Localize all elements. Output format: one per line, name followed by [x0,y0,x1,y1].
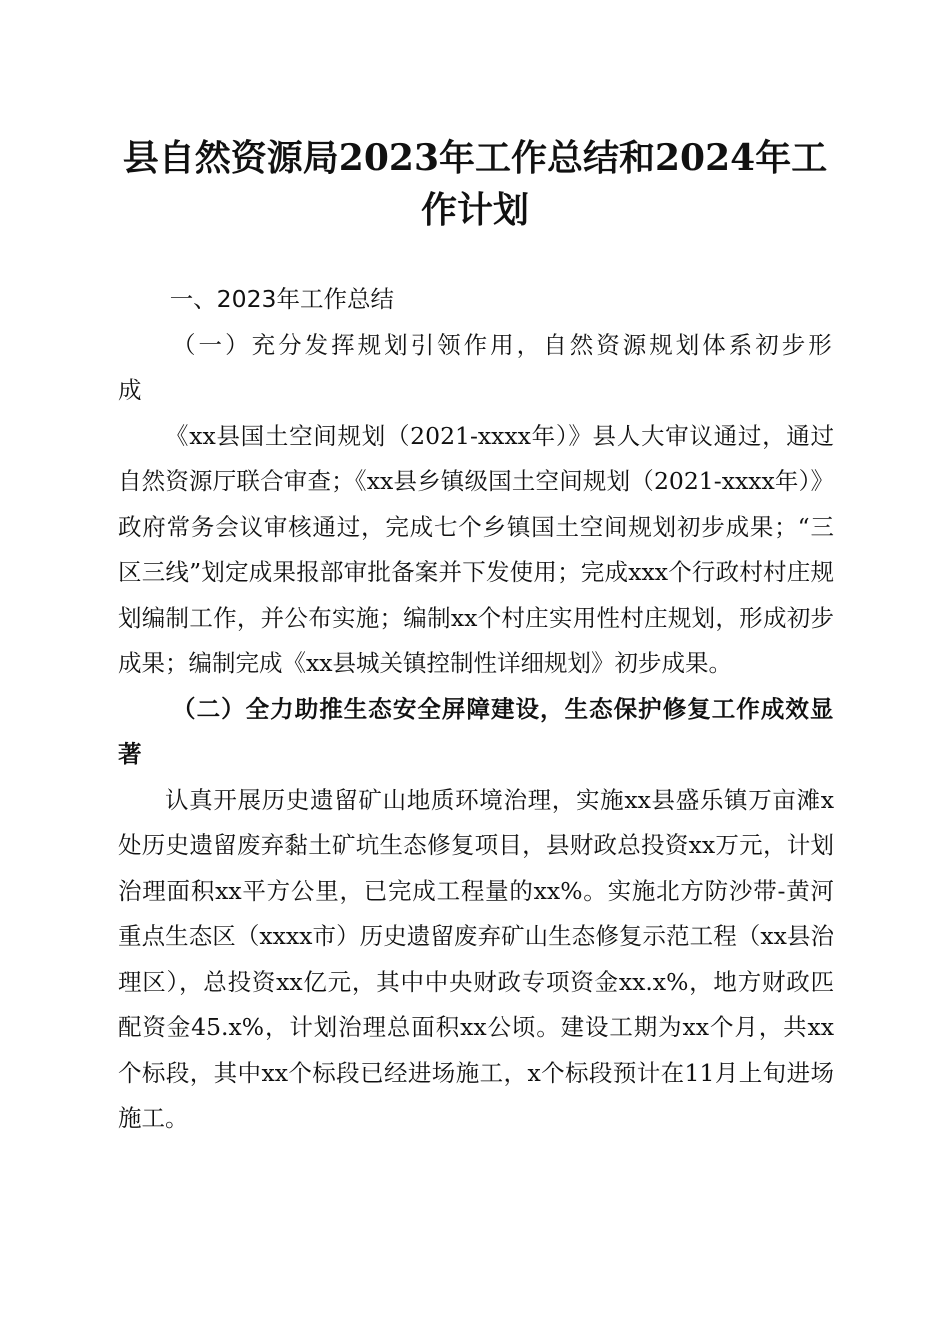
subsection-heading-1: （一）充分发挥规划引领作用，自然资源规划体系初步形成 [118,330,834,404]
section-heading: 一、2023年工作总结 [169,285,394,313]
paragraph-planning: 《xx县国土空间规划（2021-xxxx年）》县人大审议通过，通过自然资源厅联合审查；《xx县乡镇级国土空间规划（2021-xxxx年）》政府常务会议审核通过，完成七个乡镇国土空间规划初步成果；“三区三线”划定成果报部审批备案并下发使用；完成xxx个行政村村庄规划编制工作，并公布实施；编制xx个村庄实用性村庄规划，形成初步成果；编制完成《xx县城关镇控制性详细规划》初步成果。 [118,421,834,677]
paragraph-ecology: 认真开展历史遗留矿山地质环境治理，实施xx县盛乐镇万亩滩x处历史遗留废弃黏土矿坑生态修复项目，县财政总投资xx万元，计划治理面积xx平方公里，已完成工程量的xx%。实施北方防沙带-黄河重点生态区（xxxx市）历史遗留废弃矿山生态修复示范工程（xx县治理区），总投资xx亿元，其中中央财政专项资金xx.x%，地方财政匹配资金45.x%，计划治理总面积xx公顷。建设工期为xx个月，共xx个标段，其中xx个标段已经进场施工，x个标段预计在11月上旬进场施工。 [118,785,834,1132]
document-body [118,276,834,1142]
subsection-heading-2: （二）全力助推生态安全屏障建设，生态保护修复工作成效显著 [118,694,834,768]
page-title: 县自然资源局2023年工作总结和2024年工作计划 [122,137,828,231]
